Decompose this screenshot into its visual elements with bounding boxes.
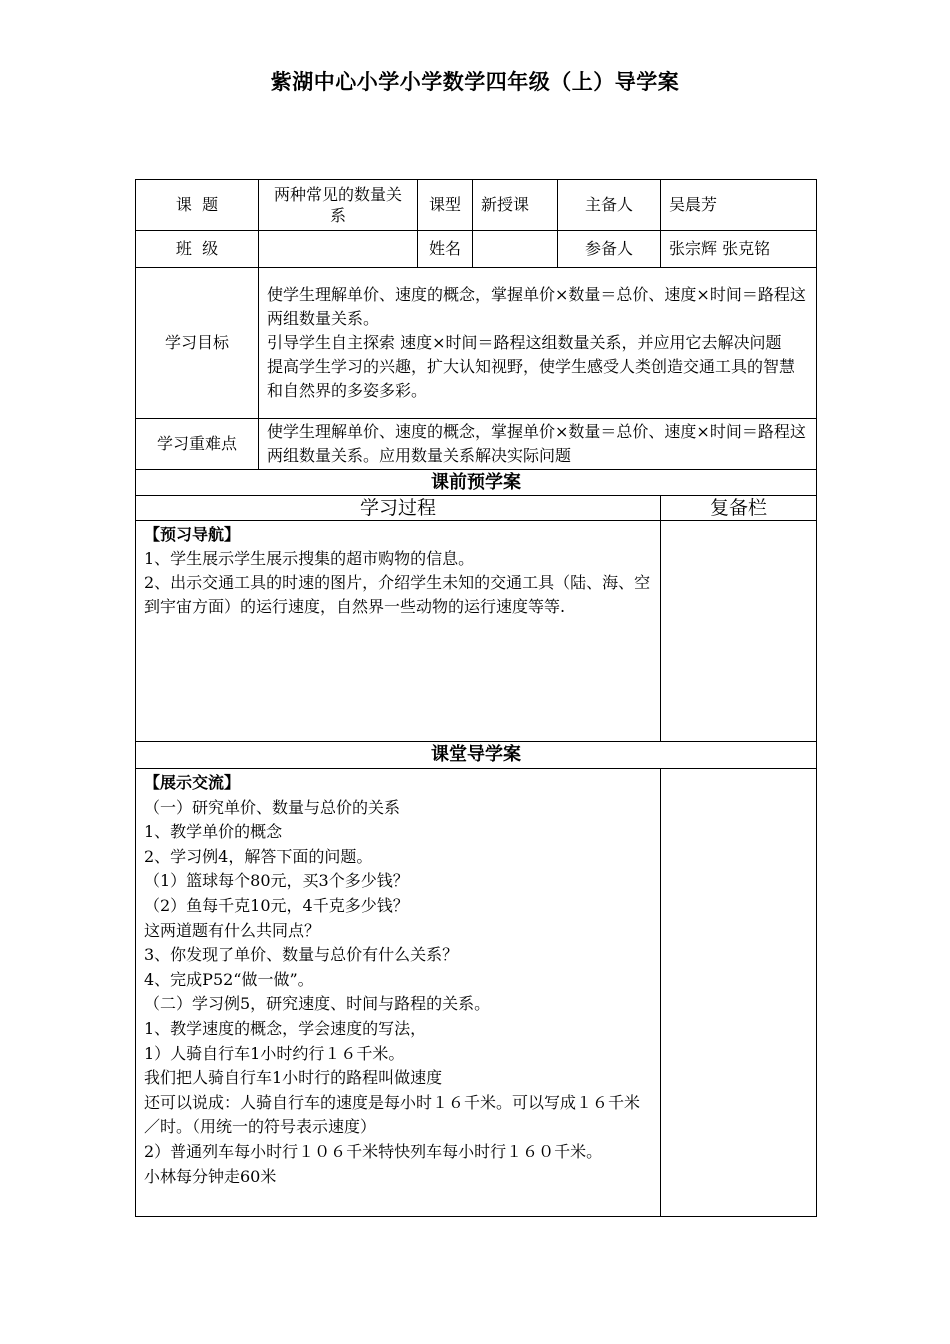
goals-content <box>259 268 817 419</box>
column-header-row <box>136 496 817 521</box>
class-label: 班 级 <box>136 231 259 268</box>
classroom-line: 3、你发现了单价、数量与总价有什么关系？ <box>144 945 459 965</box>
classroom-heading: 【展示交流】 <box>144 773 241 792</box>
preview-line: 2、出示交通工具的时速的图片，介绍学生未知的交通工具（陆、海、空到宇宙方面）的运行速度，自然界一些动物的运行速度等等. <box>144 573 651 616</box>
key-points-text: 使学生理解单价、速度的概念，掌握单价×数量＝总价、速度×时间＝路程这两组数量关系。应用数量关系解决实际问题 <box>259 419 817 470</box>
topic-label: 课 题 <box>136 180 259 231</box>
classroom-line: 小林每分钟走60米 <box>144 1166 277 1186</box>
goals-row <box>136 268 817 419</box>
info-row-2 <box>136 231 817 268</box>
classroom-line: 1、教学单价的概念 <box>144 822 283 842</box>
classroom-line: （一）研究单价、数量与总价的关系 <box>144 797 401 817</box>
goal-item: 引导学生自主探索 速度×时间＝路程这组数量关系，并应用它去解决问题 <box>267 333 782 352</box>
participants-label: 参备人 <box>558 231 661 268</box>
preview-body-row <box>136 521 817 742</box>
type-value: 新授课 <box>473 180 558 231</box>
classroom-line: 我们把人骑自行车1小时行的路程叫做速度 <box>144 1068 443 1088</box>
class-value[interactable] <box>259 231 418 268</box>
topic-value: 两种常见的数量关系 <box>259 180 418 231</box>
goal-item: 提高学生学习的兴趣，扩大认知视野，使学生感受人类创造交通工具的智慧和自然界的多姿多彩。 <box>267 357 796 400</box>
goal-item: 使学生理解单价、速度的概念，掌握单价×数量＝总价、速度×时间＝路程这两组数量关系。 <box>267 285 806 328</box>
preview-section-row <box>136 470 817 496</box>
goals-label: 学习目标 <box>136 268 259 419</box>
classroom-line: 2）普通列车每小时行１０６千米特快列车每小时行１６０千米。 <box>144 1141 603 1161</box>
key-points-row <box>136 419 817 470</box>
classroom-review-cell[interactable] <box>661 769 817 1217</box>
preview-heading: 【预习导航】 <box>144 525 241 544</box>
classroom-line: 4、完成P52“做一做”。 <box>144 969 314 989</box>
classroom-section-row <box>136 742 817 769</box>
classroom-body-row <box>136 769 817 1217</box>
classroom-line: 这两道题有什么共同点？ <box>144 920 321 940</box>
info-row-1 <box>136 180 817 231</box>
preview-section-title: 课前预学案 <box>136 470 817 496</box>
classroom-section-title: 课堂导学案 <box>136 742 817 769</box>
classroom-line: （1）篮球每个80元，买3个多少钱？ <box>144 871 409 891</box>
classroom-line: 还可以说成：人骑自行车的速度是每小时１６千米。可以写成１６千米／时。（用统一的符号表示速度） <box>144 1092 641 1137</box>
classroom-line: （2）鱼每千克10元，4千克多少钱？ <box>144 895 409 915</box>
preview-content <box>136 521 661 742</box>
classroom-line: 1、教学速度的概念，学会速度的写法， <box>144 1018 427 1038</box>
classroom-line: 1）人骑自行车1小时约行１６千米。 <box>144 1043 405 1063</box>
process-header: 学习过程 <box>136 496 661 521</box>
classroom-line: （二）学习例5，研究速度、时间与路程的关系。 <box>144 994 491 1014</box>
document-title: 紫湖中心小学小学数学四年级（上）导学案 <box>270 70 680 94</box>
review-header: 复备栏 <box>661 496 817 521</box>
classroom-line: 2、学习例4，解答下面的问题。 <box>144 846 373 866</box>
preview-review-cell[interactable] <box>661 521 817 742</box>
name-label: 姓名 <box>418 231 473 268</box>
preview-line: 1、学生展示学生展示搜集的超市购物的信息。 <box>144 549 475 568</box>
participants-value: 张宗辉 张克铭 <box>661 231 817 268</box>
classroom-content <box>136 769 661 1217</box>
preparer-label: 主备人 <box>558 180 661 231</box>
type-label: 课型 <box>418 180 473 231</box>
lesson-plan-table <box>135 179 817 1217</box>
name-value[interactable] <box>473 231 558 268</box>
key-points-label: 学习重难点 <box>136 419 259 470</box>
preparer-value: 吴晨芳 <box>661 180 817 231</box>
